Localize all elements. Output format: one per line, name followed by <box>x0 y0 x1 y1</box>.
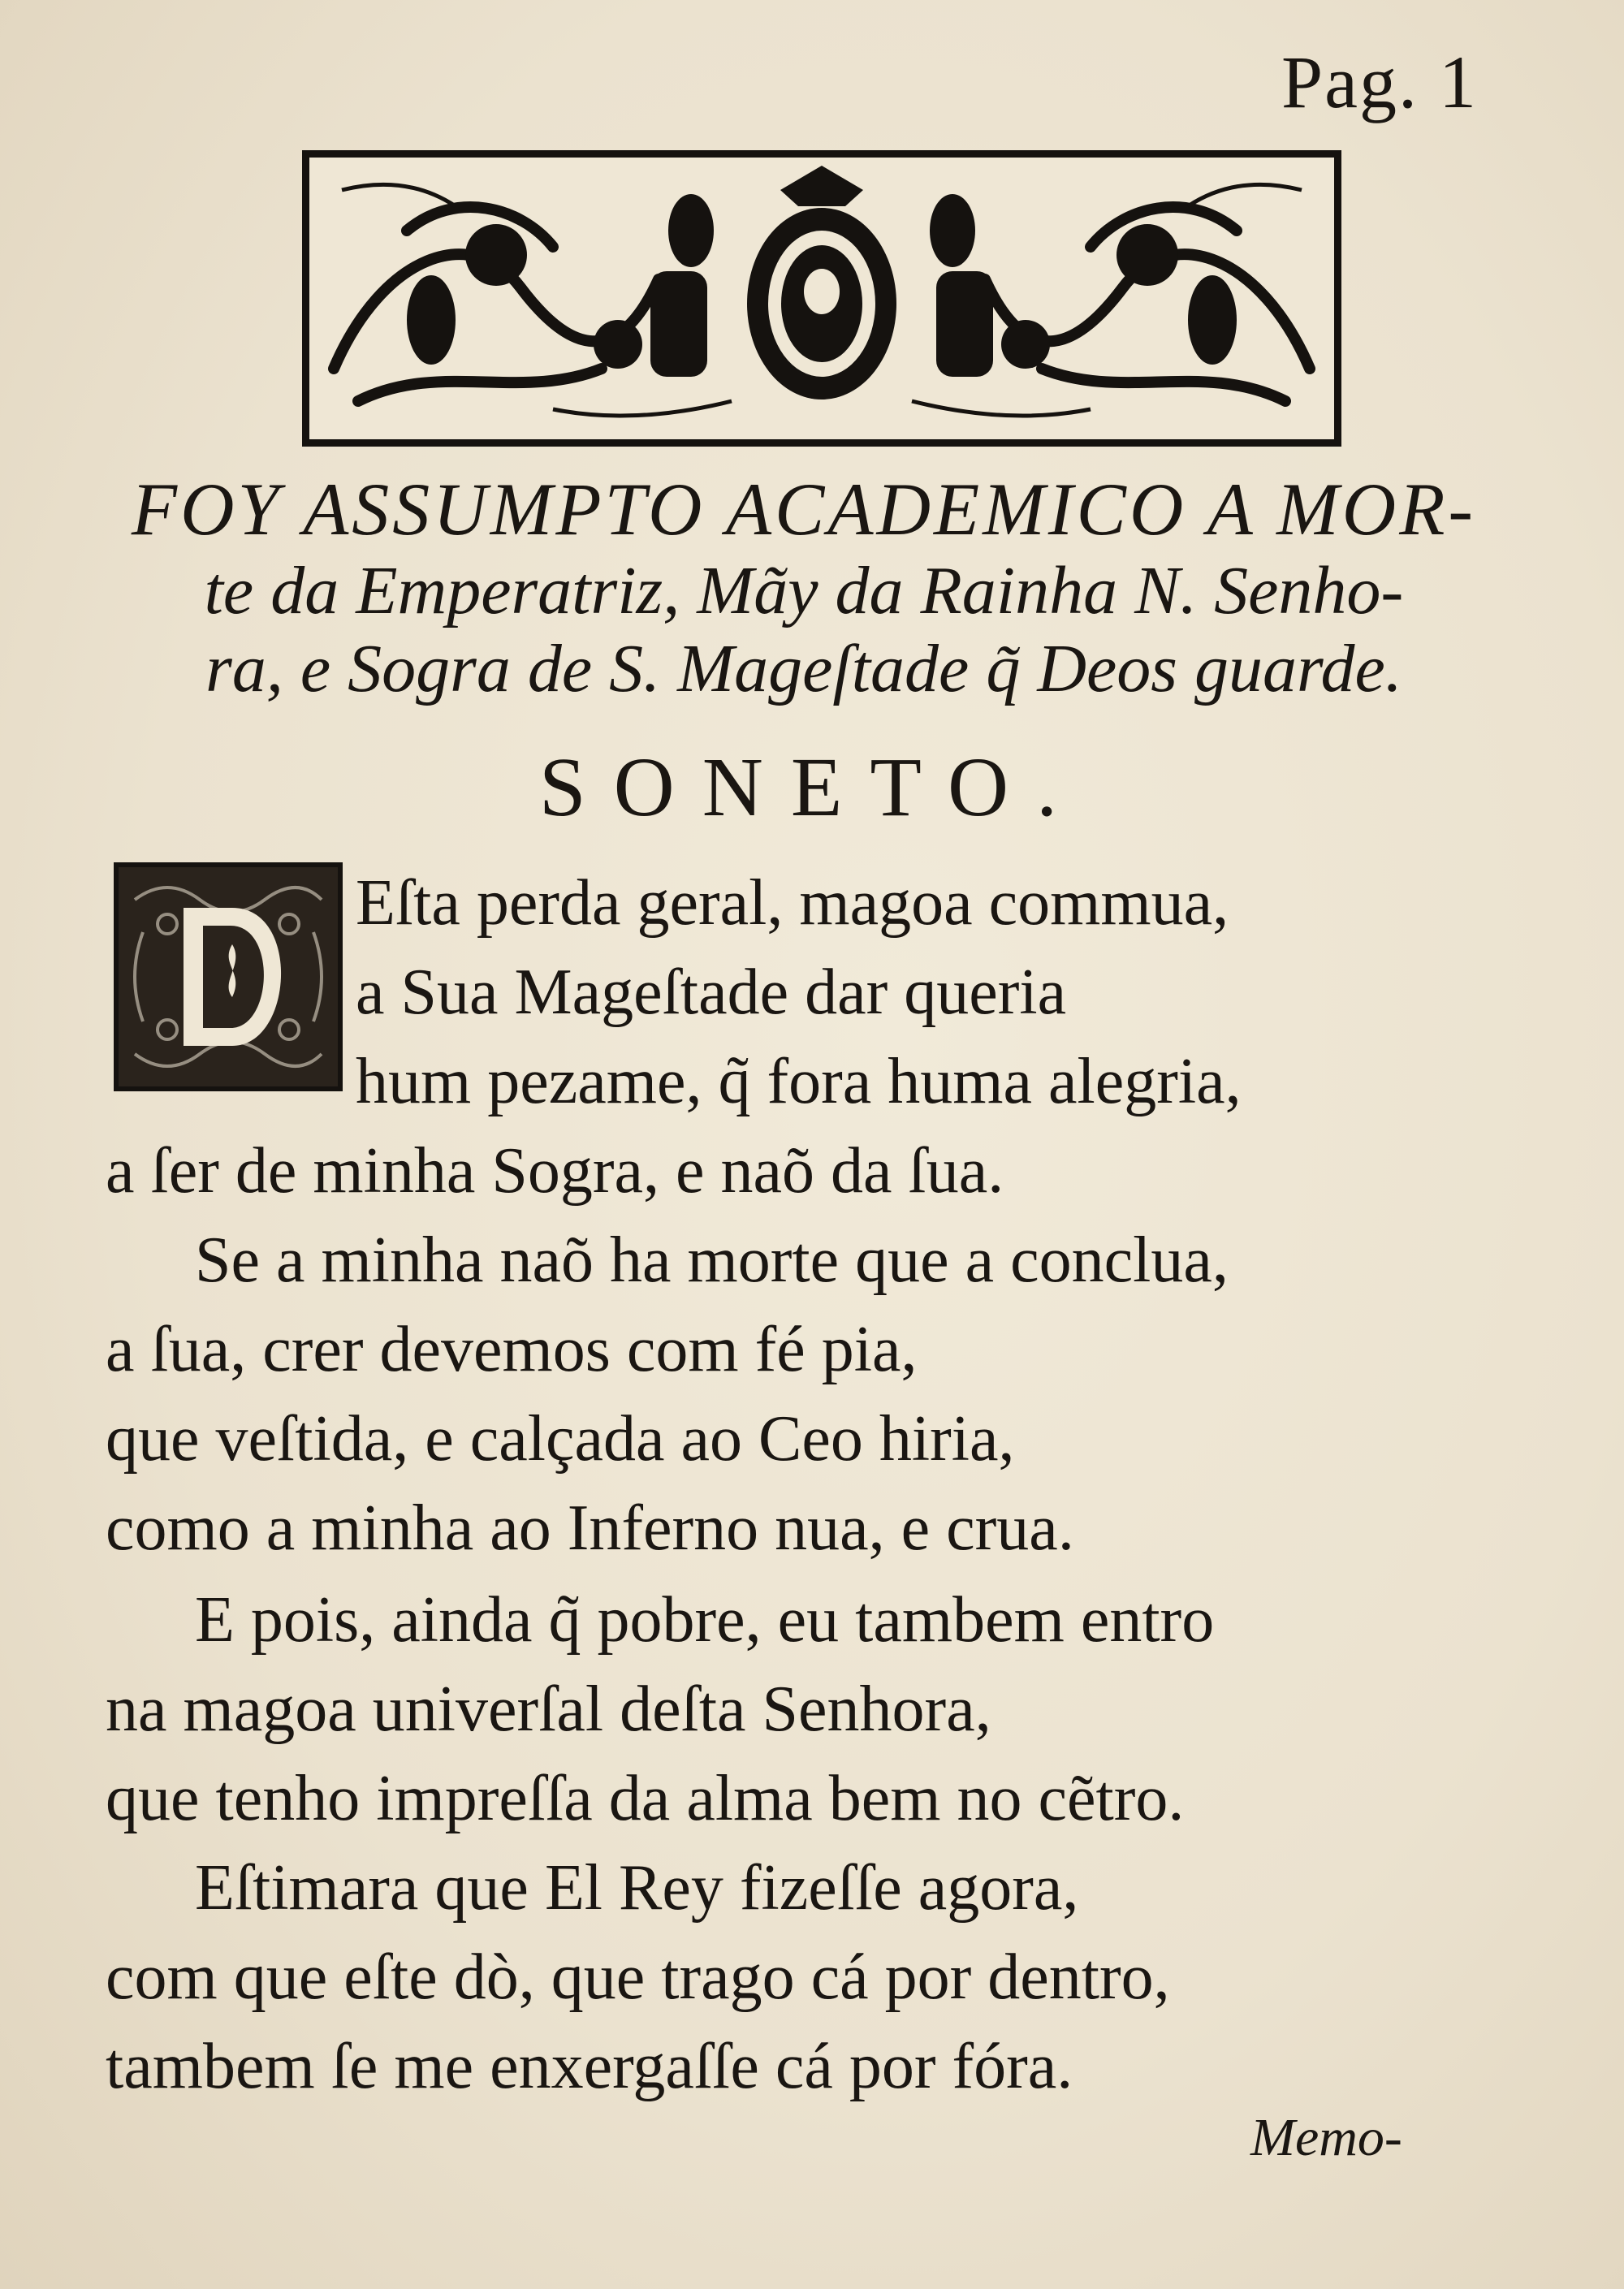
verse-line: que veſtida, e calçada ao Ceo hiria, <box>106 1403 1015 1475</box>
catchword: Memo- <box>1250 2108 1402 2167</box>
verse-line: que tenho impreſſa da alma bem no cẽtro. <box>106 1763 1185 1834</box>
sonnet-heading <box>97 467 1510 707</box>
verse-line: a ſua, crer devemos com fé pia, <box>106 1314 918 1385</box>
verse-line: como a minha ao Inferno nua, e crua. <box>106 1492 1074 1564</box>
verse-line: tambem ſe me enxergaſſe cá por fóra. <box>106 2031 1073 2102</box>
verse-line: na magoa univerſal deſta Senhora, <box>106 1674 991 1745</box>
verse-line: Eſta perda geral, magoa commua, <box>356 867 1229 939</box>
heading-line-1: FOY ASSUMPTO ACADEMICO A MOR- <box>131 468 1477 551</box>
verse-line: Se a minha naõ ha morte que a conclua, <box>195 1224 1229 1296</box>
verse-line: Eſtimara que El Rey fizeſſe agora, <box>195 1852 1079 1924</box>
verse-line: a ſer de minha Sogra, e naõ da ſua. <box>106 1135 1004 1207</box>
verse-line: a Sua Mageſtade dar queria <box>356 957 1067 1028</box>
heading-line-2: te da Emperatriz, Mãy da Rainha N. Senho- <box>204 552 1404 628</box>
decorated-initial-d <box>114 862 343 1091</box>
ornamental-headpiece <box>302 150 1341 447</box>
verse-line: hum pezame, q̃ fora huma alegria, <box>356 1046 1242 1117</box>
verse-line: com que eſte dò, que trago cá por dentro, <box>106 1941 1170 2013</box>
verse-line: E pois, ainda q̃ pobre, eu tambem entro <box>195 1584 1215 1656</box>
page-number: Pag. 1 <box>1281 41 1478 123</box>
sonnet-title: SONETO. <box>538 741 1086 834</box>
heading-line-3: ra, e Sogra de S. Mageſtade q̃ Deos guarde. <box>205 630 1402 706</box>
